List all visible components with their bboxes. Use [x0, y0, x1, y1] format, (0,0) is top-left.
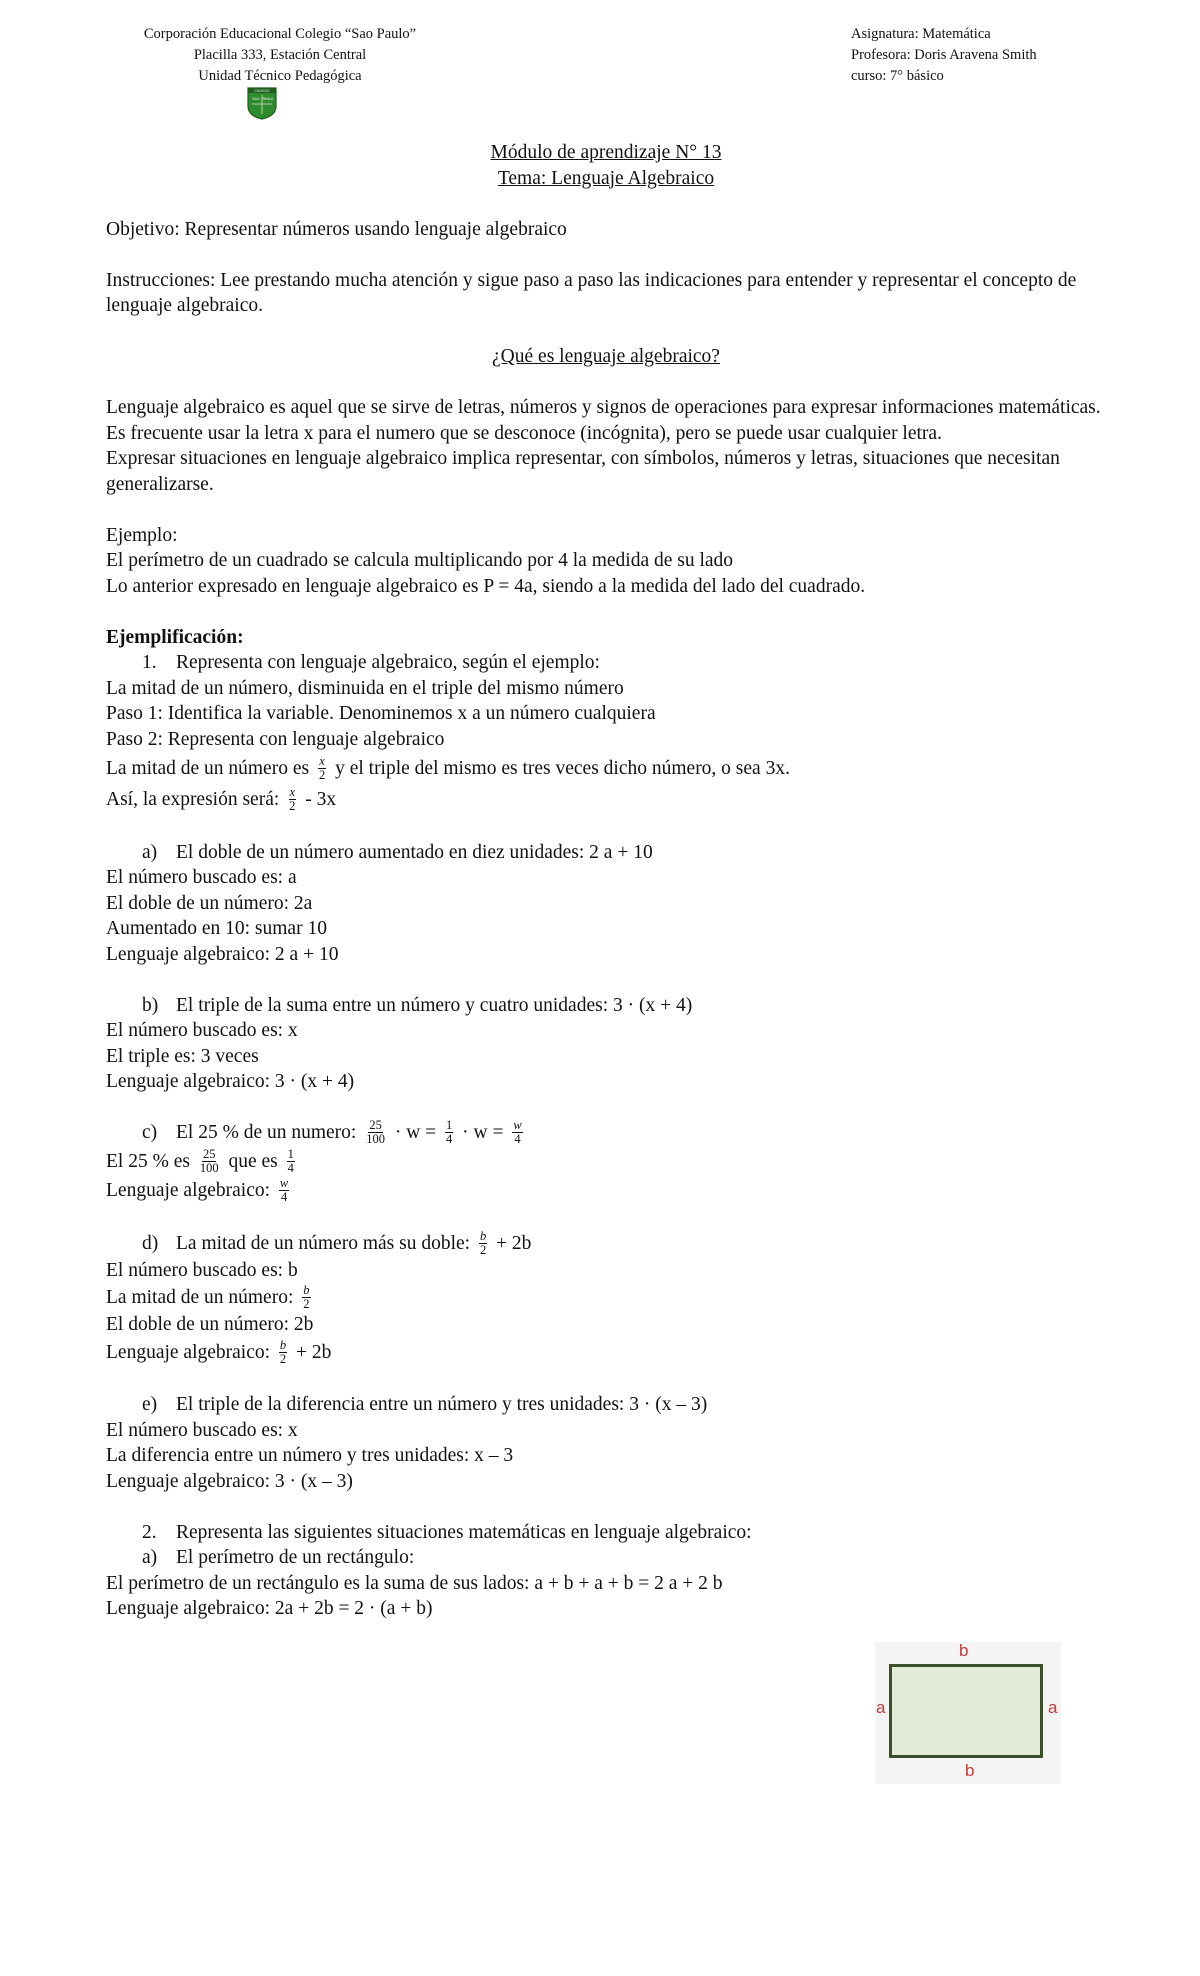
fraction-w-over-4 — [512, 1119, 522, 1146]
fraction-numerator: 1 — [287, 1147, 294, 1162]
definition-paragraph-2: Expresar situaciones en lenguaje algebraico implica representar, con símbolos, números y letras, situaciones que necesitan generalizarse. — [106, 448, 1060, 495]
subject: Asignatura: Matemática — [851, 26, 991, 42]
sub-e-line: Lenguaje algebraico: 3 · (x – 3) — [106, 1470, 353, 1492]
fraction-numerator: w — [279, 1176, 289, 1191]
fraction-numerator: x — [319, 754, 325, 769]
fraction-denominator: 2 — [303, 1297, 310, 1312]
label-bottom-b: b — [965, 1761, 975, 1780]
step-2: Paso 2: Representa con lenguaje algebraico — [106, 728, 445, 750]
fraction-numerator: 25 — [202, 1147, 216, 1162]
fraction-denominator: 2 — [318, 768, 326, 783]
fraction-b-over-2 — [279, 1339, 287, 1366]
fraction-w-over-4 — [279, 1177, 289, 1204]
course-header — [851, 24, 1037, 87]
sub-d-line: El número buscado es: b — [106, 1259, 298, 1281]
half-line — [106, 756, 1106, 783]
fraction-b-over-2 — [302, 1284, 310, 1311]
sub-item-b — [106, 993, 1106, 1019]
sub-item-c-title: El 25 % de un numero: — [176, 1122, 357, 1144]
label-top-b: b — [959, 1641, 969, 1660]
sub-d-lang: Lenguaje algebraico: — [106, 1341, 271, 1363]
step-1: Paso 1: Identifica la variable. Denominemos x a un número cualquiera — [106, 703, 656, 724]
half-line-post: y el triple del mismo es tres veces dicho número, o sea 3x. — [335, 758, 790, 779]
times-w-equals: · w = — [394, 1122, 437, 1144]
example-label: Ejemplo: — [106, 524, 178, 546]
module-title: Módulo de aprendizaje N° 13 — [490, 142, 722, 163]
item-2-number: 2. — [142, 1521, 157, 1543]
fraction-denominator: 4 — [446, 1132, 453, 1147]
example-statement: La mitad de un número, disminuida en el triple del mismo número — [106, 677, 624, 699]
sub-item-e — [106, 1392, 1106, 1418]
fraction-numerator: b — [279, 1337, 287, 1352]
sub-b-line: El número buscado es: x — [106, 1020, 298, 1042]
times-w-equals: · w = — [462, 1122, 504, 1144]
section-question: ¿Qué es lenguaje algebraico? — [492, 346, 720, 367]
item-2-text: Representa las siguientes situaciones matemáticas en lenguaje algebraico: — [176, 1521, 752, 1543]
plus-2b: + 2b — [296, 1341, 332, 1363]
school-address: Placilla 333, Estación Central — [193, 47, 367, 63]
item-2-a — [106, 1545, 1106, 1571]
sub-e-line: El número buscado es: x — [106, 1419, 298, 1441]
fraction-denominator: 4 — [280, 1190, 288, 1205]
sub-item-b-label: b) — [142, 994, 159, 1016]
instructions: Instrucciones: Lee prestando mucha atención y sigue paso a paso las indicaciones para entender y representar el concepto de lenguaje algebraico. — [106, 269, 1077, 316]
fraction-numerator: b — [303, 1283, 310, 1298]
objective: Objetivo: Representar números usando lenguaje algebraico — [106, 218, 567, 240]
sub-c-lang: Lenguaje algebraico: — [106, 1180, 271, 1202]
fraction-numerator: 25 — [369, 1118, 382, 1133]
sub-a-line: Aumentado en 10: sumar 10 — [106, 918, 327, 940]
fraction-denominator: 2 — [289, 799, 296, 814]
fraction-numerator: b — [479, 1228, 487, 1243]
expression-post: - 3x — [305, 789, 337, 811]
item-2-a-label: a) — [142, 1547, 158, 1569]
sub-item-c — [106, 1120, 1106, 1147]
school-unit: Unidad Técnico Pedagógica — [198, 68, 362, 84]
fraction-denominator: 4 — [514, 1132, 521, 1147]
sub-c-que-es: que es — [228, 1151, 278, 1173]
label-left-a: a — [876, 1698, 886, 1717]
definition-paragraph-1: Lenguaje algebraico es aquel que se sirve de letras, números y signos de operaciones para expresar informaciones matemáticas. Es frecuente usar la letra x para el numero que se desconoce (incógnita), pero se puede usar cualquier letra. — [106, 397, 1101, 444]
sub-d-half: La mitad de un número: — [106, 1287, 294, 1309]
item-1 — [106, 650, 1106, 676]
fraction-numerator: 1 — [446, 1118, 453, 1133]
sub-item-e-label: e) — [142, 1394, 158, 1416]
item-2-line: Lenguaje algebraico: 2a + 2b = 2 · (a + b) — [106, 1598, 433, 1620]
half-line-pre: La mitad de un número es — [106, 758, 310, 779]
plus-2b: + 2b — [496, 1232, 532, 1254]
logo-text-3: PAULO — [262, 97, 274, 101]
fraction-denominator: 2 — [479, 1242, 487, 1257]
item-2-line: El perímetro de un rectángulo es la suma de sus lados: a + b + a + b = 2 a + 2 b — [106, 1572, 723, 1594]
teacher: Profesora: Doris Aravena Smith — [851, 47, 1037, 63]
sub-item-a-label: a) — [142, 841, 158, 863]
logo-text-2: SAO — [252, 97, 260, 101]
example-line-1: El perímetro de un cuadrado se calcula multiplicando por 4 la medida de su lado — [106, 550, 734, 571]
sub-item-a-title: El doble de un número aumentado en diez unidades: 2 a + 10 — [176, 841, 653, 863]
sub-item-d-label: d) — [142, 1232, 159, 1254]
sub-item-a — [106, 840, 1106, 866]
sub-c-line-1 — [106, 1149, 1106, 1176]
module-topic: Tema: Lenguaje Algebraico — [497, 167, 715, 189]
school-crest-icon — [246, 86, 278, 120]
document-body — [106, 140, 1106, 1622]
expression-line — [106, 787, 1106, 814]
school-header — [100, 24, 460, 87]
fraction-numerator: x — [289, 785, 296, 800]
item-2-a-title: El perímetro de un rectángulo: — [176, 1547, 415, 1569]
fraction-1-over-4 — [287, 1148, 295, 1175]
sub-d-line-2 — [106, 1285, 1106, 1312]
fraction-denominator: 100 — [199, 1161, 219, 1176]
example-line-2: Lo anterior expresado en lenguaje algebraico es P = 4a, siendo a la medida del lado del cuadrado. — [106, 575, 866, 597]
sub-item-d-title: La mitad de un número más su doble: — [176, 1232, 471, 1254]
sub-e-line: La diferencia entre un número y tres unidades: x – 3 — [106, 1445, 514, 1467]
fraction-25-over-100 — [199, 1148, 220, 1175]
fraction-denominator: 2 — [279, 1351, 287, 1366]
sub-a-line: El doble de un número: 2a — [106, 892, 313, 914]
fraction-x-over-2 — [318, 755, 326, 782]
item-1-text: Representa con lenguaje algebraico, según el ejemplo: — [176, 652, 600, 673]
item-1-number: 1. — [142, 652, 157, 673]
fraction-x-over-2 — [288, 786, 296, 813]
sub-d-line: El doble de un número: 2b — [106, 1314, 314, 1336]
fraction-1-over-4 — [445, 1119, 453, 1146]
rectangle-figure — [875, 1642, 1061, 1784]
sub-item-c-label: c) — [142, 1122, 158, 1144]
label-right-a: a — [1048, 1698, 1058, 1717]
sub-b-line: El triple es: 3 veces — [106, 1045, 259, 1067]
course: curso: 7° básico — [851, 68, 944, 84]
ejemplificacion-heading: Ejemplificación: — [106, 626, 244, 648]
rectangle-shape — [889, 1664, 1043, 1758]
sub-a-line: Lenguaje algebraico: 2 a + 10 — [106, 943, 339, 965]
sub-item-d — [106, 1228, 1106, 1258]
fraction-b-over-2 — [479, 1230, 487, 1257]
fraction-numerator: w — [513, 1118, 522, 1133]
sub-d-line-4 — [106, 1337, 1106, 1367]
logo-text-1: COLEGIO — [254, 89, 270, 93]
fraction-denominator: 4 — [287, 1161, 294, 1176]
fraction-denominator: 100 — [366, 1132, 385, 1147]
sub-item-b-title: El triple de la suma entre un número y cuatro unidades: 3 · (x + 4) — [176, 994, 693, 1016]
sub-b-line: Lenguaje algebraico: 3 · (x + 4) — [106, 1071, 355, 1093]
sub-c-line-2 — [106, 1178, 1106, 1205]
sub-a-line: El número buscado es: a — [106, 867, 297, 889]
expression-pre: Así, la expresión será: — [106, 789, 280, 811]
school-name: Corporación Educacional Colegio “Sao Paulo” — [143, 26, 417, 42]
sub-item-e-title: El triple de la diferencia entre un número y tres unidades: 3 · (x – 3) — [176, 1394, 708, 1416]
sub-c-es: El 25 % es — [106, 1151, 190, 1173]
fraction-25-over-100 — [365, 1119, 386, 1146]
item-2 — [106, 1520, 1106, 1546]
